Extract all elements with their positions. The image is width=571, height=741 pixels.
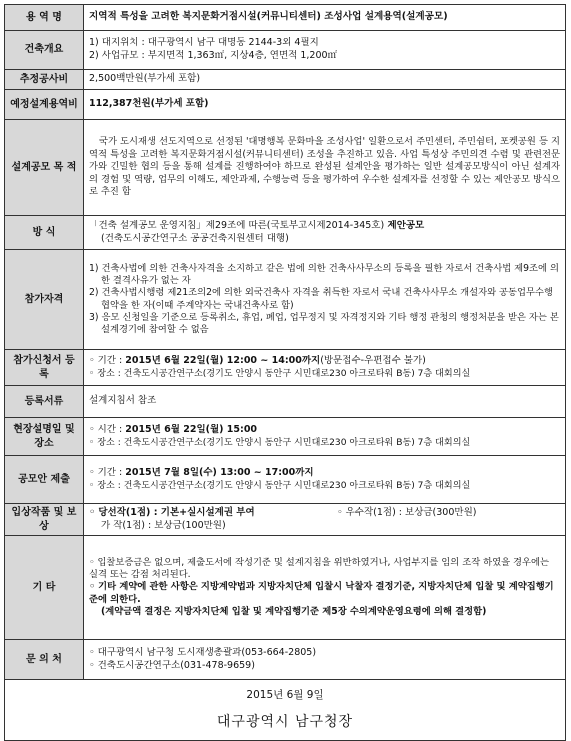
- label-documents: 등록서류: [5, 386, 84, 418]
- label-briefing: 현장설명일 및 장소: [5, 418, 84, 456]
- method-cell: [84, 216, 566, 250]
- label-qualification: 참가자격: [5, 250, 84, 350]
- documents-value: 설계지침서 참조: [84, 386, 566, 418]
- footer-date: 2015년 6월 9일: [246, 688, 324, 701]
- label-registration: 참가신청서 등 록: [5, 350, 84, 386]
- overview-cell: [84, 31, 566, 70]
- award-line1: [89, 507, 560, 520]
- method-agency: (건축도시공간연구소 공공건축지원센터 대행): [101, 232, 289, 244]
- misc-item-1: ◦ 입찰보증금은 없으며, 제출도서에 작성기준 및 설계지침을 위반하였거나, 사업부지를 임의 조작 하였을 경우에는 실격 또는 감점 처리된다.: [89, 556, 549, 581]
- briefing-time-prefix: ◦ 시간 :: [89, 424, 126, 436]
- submission-cell: [84, 456, 566, 504]
- contact-cell: [84, 640, 566, 680]
- misc-item-2: ◦ 기타 계약에 관한 사항은 지방계약법과 지방자치단체 입찰시 낙찰자 결정기준, 지방자치단체 입찰 및 계약집행기준에 의한다.: [89, 581, 554, 605]
- method-type: 제안공모: [384, 219, 425, 231]
- submission-place: ◦ 장소 : 건축도시공간연구소(경기도 안양시 동안구 시민대로230 아크로타워 B동) 7층 대회의실: [89, 480, 471, 491]
- row-fee: [5, 90, 566, 120]
- contact-auri: ◦ 건축도시공간연구소(031-478-9659): [89, 659, 255, 671]
- row-footer: [5, 680, 566, 741]
- label-method: 방 식: [5, 216, 84, 250]
- row-registration: [5, 350, 566, 386]
- award-cell: [84, 504, 566, 536]
- submission-period: [89, 467, 560, 480]
- qualification-item-1: 1) 건축사법에 의한 건축사자격을 소지하고 같은 법에 의한 건축사사무소의 등록을 필한 자로서 건축사법 제9조에 의한 결격사유가 없는 자: [89, 262, 559, 286]
- label-misc: 기 타: [5, 536, 84, 640]
- qualification-item-2: 2) 건축사법시행령 제21조의2에 의한 외국건축사 자격을 취득한 자로서 국내 건축사사무소 개설자와 공동업무수행 협약을 한 자(이때 주계약자는 국내건축사로 함): [89, 287, 553, 311]
- misc-item-2-note: (계약금액 결정은 지방자치단체 입찰 및 계약집행기준 제5장 수의계약운영요령에 의해 결정함): [101, 605, 487, 617]
- row-overview: [5, 31, 566, 70]
- row-qualification: [5, 250, 566, 350]
- registration-place: ◦ 장소 : 건축도시공간연구소(경기도 안양시 동안구 시민대로230 아크로타워 B동) 7층 대회의실: [89, 368, 471, 379]
- row-briefing: [5, 418, 566, 456]
- footer-org: 대구광역시 남구청장: [216, 713, 354, 730]
- overview-scale: 2) 사업규모 : 부지면적 1,363㎡, 지상4층, 연면적 1,200㎡: [89, 50, 338, 61]
- briefing-place: ◦ 장소 : 건축도시공간연구소(경기도 안양시 동안구 시민대로230 아크로타워 B동) 7층 대회의실: [89, 437, 471, 448]
- label-purpose: 설계공모 목 적: [5, 120, 84, 216]
- qualification-item-3: 3) 응모 신청일을 기준으로 등록취소, 휴업, 폐업, 업무정지 및 자격정지와 기타 행정 관청의 행정처분을 받은 자는 본 설계경기에 참여할 수 없음: [89, 311, 559, 336]
- row-project: [5, 5, 566, 31]
- award-honorable: 가 작(1점) : 보상금(100만원): [101, 519, 226, 531]
- row-award: [5, 504, 566, 536]
- method-guideline: 「건축 설계공모 운영지침」제29조에 따른(국토부고시제2014-345호): [89, 219, 385, 231]
- label-overview: 건축개요: [5, 31, 84, 70]
- award-winner: ◦ 당선작(1점) : 기본+실시설계권 부여: [89, 506, 255, 518]
- label-budget: 추정공사비: [5, 70, 84, 90]
- registration-period: [89, 355, 560, 368]
- label-submission: 공모안 제출: [5, 456, 84, 504]
- notice-sheet: [4, 4, 566, 741]
- briefing-cell: [84, 418, 566, 456]
- label-contact: 문 의 처: [5, 640, 84, 680]
- award-excellent: ◦ 우수작(1점) : 보상금(300만원): [337, 506, 477, 518]
- purpose-text: 국가 도시재생 선도지역으로 선정된 '대명행복 문화마을 조성사업' 일환으로서 주민센터, 주민쉼터, 포켓공원 등 지역적 특성을 고려한 복지문화거점시설(커뮤니티센터) 조성을 추진하고 있음. 사업 특성상 주민의견 수렴 및 관련전문가와 긴밀한 협의 등을 통해 설계를 진행하여야 하므로 완성된 설계안을 평가하는 일반 설계공모방식이 아닌 설계자의 경험 및 역량, 업무의 이해도, 제안과제, 수행능력 등을 평가하여 우수한 설계자를 선정할 수 있는 제안공모 방식으로 추진 함: [84, 120, 566, 216]
- registration-period-note: (방문접수-우편접수 불가): [320, 355, 426, 367]
- row-contact: [5, 640, 566, 680]
- row-purpose: [5, 120, 566, 216]
- briefing-time-value: 2015년 6월 22일(월) 15:00: [125, 424, 258, 436]
- overview-site: 1) 대지위치 : 대구광역시 남구 대명동 2144-3외 4필지: [89, 37, 319, 49]
- qualification-cell: [84, 250, 566, 350]
- budget-value: 2,500백만원(부가세 포함): [84, 70, 566, 90]
- briefing-time: [89, 424, 560, 437]
- submission-period-prefix: ◦ 기간 :: [89, 467, 126, 479]
- submission-period-value: 2015년 7월 8일(수) 13:00 ~ 17:00까지: [125, 467, 314, 479]
- contact-namgu: ◦ 대구광역시 남구청 도시재생총괄과(053-664-2805): [89, 646, 317, 658]
- row-submission: [5, 456, 566, 504]
- method-line1: [89, 220, 560, 233]
- misc-cell: [84, 536, 566, 640]
- notice-table: [4, 4, 566, 741]
- label-fee: 예정설계용역비: [5, 90, 84, 120]
- row-misc: [5, 536, 566, 640]
- fee-value: 112,387천원(부가세 포함): [84, 90, 566, 120]
- label-award: 입상작품 및 보상: [5, 504, 84, 536]
- row-budget: [5, 70, 566, 90]
- registration-period-value: 2015년 6월 22일(월) 12:00 ~ 14:00까지: [125, 355, 321, 367]
- registration-period-prefix: ◦ 기간 :: [89, 355, 126, 367]
- row-documents: [5, 386, 566, 418]
- row-method: [5, 216, 566, 250]
- project-title: 지역적 특성을 고려한 복지문화거점시설(커뮤니티센터) 조성사업 설계용역(설계공모): [84, 5, 566, 31]
- registration-cell: [84, 350, 566, 386]
- footer-cell: [5, 680, 566, 741]
- label-project: 용 역 명: [5, 5, 84, 31]
